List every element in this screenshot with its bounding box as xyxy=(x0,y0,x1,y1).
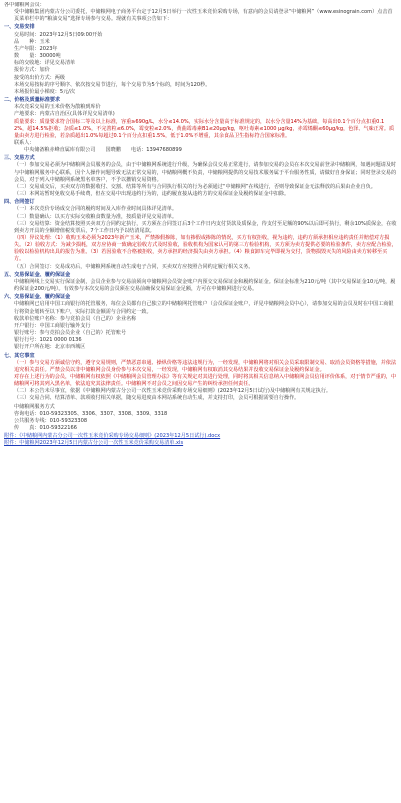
other-item-3: （二）本公告未尽事宜，依据《中储粮网内蒙古分公司一次性玉米竞价采购专场交易细则》(2023年12月5日试行)及中储粮网有关规定执行。 xyxy=(14,388,332,395)
intro-paragraph: 受中储粮集团内蒙古分公司委托，中储粮网电子商务平台定于12月5日举行一次性玉米竞价采购专场，有意向的会员请登录“中储粮网”（www.esinograin.com）点击首页菜单栏中的“粮油交易”选择专场参与交易。现就有关事项公告如下： xyxy=(14,9,393,23)
payee-name: 收款单位账户名称：参与竞拍会员（自己的）企业名称 xyxy=(14,315,137,322)
bid-method: 报价方式：加价 xyxy=(14,67,50,74)
section-3-title: 三、交易方式 xyxy=(4,155,35,162)
bank-account: 银行账号：参与竞拍会员企业（自己的）托管账号 xyxy=(14,330,127,337)
quality-requirement: 质量要求：质量要求符合国标二等及以上标准，容重≥690g/L，水分≤14.0%，实际水分含量高于标准规定的，以水分含量14%为基础，每高出0.1个百分点扣重0.12%，超14.5%拒收；杂质≤1.0%，不完善粒≤6.0%，霉变粒≤2.0%，黄曲霉毒素B1≤20μg/kg，呕吐毒素≤1000 μg/kg，赤霉烯酮≤60μg/kg，色泽、气味正常。质量由卖方进行检验，若杂质超出1.0%每超过0.1个百分点扣重1.5%，低于1.0%不增重，其余食品卫生指标符合国家标准。 xyxy=(14,118,395,139)
bank-name: 开户银行：中国工商银行输外支行 xyxy=(14,322,91,329)
attachment-link-list[interactable]: 附件：中储粮网2023年12月5日内蒙古分公司一次性玉米竞价采购交易清单.xls xyxy=(4,440,184,447)
contract-item-1: （一）本次竞价专场成交合同的履约时间及入库作业时间具体详见清单。 xyxy=(14,206,178,213)
other-item-1: （一）参与交易方须诚信守约，遵守交易规则，严禁恶意串通、操纵价格等违法违规行为，一经发现，中储粮网将对相关会员采取限制交易、取消会员资格等措施，并依法追究相关责任。严禁会员以非中储粮网会员身份参与本次交易，一经发现，中储粮网有权取消其交易结果并没收交易保证金及履约保证金。 xyxy=(14,359,397,373)
contact-label: 联系人： xyxy=(14,139,35,146)
origin-requirement: 产地要求：内蒙古自治区(具体详见交易清单) xyxy=(14,111,115,118)
contract-item-4: （四）异议处理：（1）收购玉米必须为2023年新产玉米，严禁掺假掺陈，如有掺假或掺陈的情况，买方有权拒收，视为违约，违约方须承担相应违约责任并赔偿对方损失。（2）验收方式：为减少损耗，双方应协商一致确定验收方式及时验收，验收机构为国家认可的第三方检验机构，买方须为卖方提供必要的检验条件，卖方应配合检验，验收以检验机构出具的报告为准。（3）若因验收不合格被拒收，卖方承担的经济损失由卖方承担。（4）粮食卸车完毕即视为交付，货物损毁灭失的风险由卖方转移至买方。 xyxy=(14,235,397,263)
contract-item-3: （三）交易结算：资金结算按照买卖双方合同约定执行，买方须在合同签订后3个工作日内支付货款及质保金，待支付至足额的90%以后即可执行，剩余10%质保金，在收到卖方开具的全额增值税发票后，7个工作日内予以结清尾款。 xyxy=(14,220,397,234)
bank-location: 银行开户所在地：北京市西城区 xyxy=(14,344,86,351)
section-7-title: 七、其它事宜 xyxy=(4,352,35,359)
trade-rule-1: （一）参加交易必须为中储粮网会员服务的会员，由于中储粮网系统进行升级，为确保会员交易正常进行，请参加交易的会员在本次交易前登录中储粮网，如遇问题请及时与中储粮网服务中心联系，因个人操作问题导致无法正常交易的，中储粮网概不负责，中储粮网提供的交易技术服务属于平台服务性质，请做好自身保证；同时登录交易的会员，对于列入中储粮网系统黑名单客户，不予以撤销交易资格。 xyxy=(14,162,397,183)
greeting: 各中储粮网会员： xyxy=(4,2,45,8)
contact-info: 中央储备粮赤峰直属库有限公司 国晓鹏 电话：13947680899 xyxy=(24,147,182,154)
service-org: 中储粮网服务方式 xyxy=(14,403,55,410)
trade-time: 交易时间：2023年12月5日09:00开始 xyxy=(14,31,103,38)
quantity: 数 量：30000吨 xyxy=(14,53,61,60)
section-5-title: 五、交易保证金、履约保证金 xyxy=(4,271,71,278)
service-hotline: 公共服务专线：010-59323308 xyxy=(14,417,88,424)
bid-levels: 接受的出价方式：两级 xyxy=(14,74,65,81)
other-item-4: （三）交易合同、结算清单、款项收付相关单据，随交易进度由本网站系统自动生成，并支持打印，会员可根据需要自行操作。 xyxy=(14,395,300,402)
trade-rule-2: （二）交易成交后，买卖双方的数据收付、交割、结算等所有与合同执行相关的行为必须通过“中储粮网”在线进行，否则导致保证金无法释放的后果由企业自负。 xyxy=(14,183,376,190)
bank-code: 银行行号：1021 0000 0136 xyxy=(14,337,82,344)
contract-item-2: （二）数量确认：以买方实际交收粮食数量为准，按质量详见交易清单。 xyxy=(14,213,178,220)
consult-phone: 咨询电话：010-59323305、3306、3307、3308、3309、3318 xyxy=(14,410,168,417)
attachment-link-rules[interactable]: 附件：《中储粮网内蒙古分公司一次性玉米竞价采购专场交易细则》(2023年12月5日试行).docx xyxy=(4,433,221,440)
delivery-place: 标的交收地：详见交易清单 xyxy=(14,60,76,67)
section-6-title: 六、交易保证金、履约保证金 xyxy=(4,294,71,301)
fax-number: 传 真：010-59322166 xyxy=(14,425,77,432)
section-1-title: 一、交易安排 xyxy=(4,24,35,31)
section-2-title: 二、价格及质量标准要求 xyxy=(4,97,61,104)
production-year: 生产年限：2023年 xyxy=(14,45,58,52)
trade-rule-3: （三）本网站暂时免收交易手续费，但在交易中出现违约行为的，违约履直接从违约方的交易保证金及履约保证金中扣除。 xyxy=(14,191,290,198)
deposit-rules: 中储粮网线上交易实行保证金制，会员企业参与交易前须向中储粮网会员资金账户内预交交易保证金和履约保证金。保证金标准为210元/吨（其中交易保证金10元/吨，履约保证金200元/吨）。有效参与本次交易的会员须在交易前确保交易保证金足额，方可在中储粮网进行交易。 xyxy=(14,278,396,293)
min-increment: 本场报价最小梯度：5元/次 xyxy=(14,88,75,95)
price-basis: 本次竞采交易的玉米价格为散粮到库价 xyxy=(14,104,101,111)
announcement-page xyxy=(4,2,397,799)
section-4-title: 四、合同签订 xyxy=(4,199,35,206)
other-item-2: 对存在上述行为的会员，中储粮网有权依照《中储粮网会员管理办法》等有关规定对其进行处理，同时将其相关信息纳入中储粮网会员信用评价体系，对于情节严重的，中储粮网可将其列入黑名单，依法追究其法律责任。中储粮网不对会员之间因交易产生的纠纷承担任何责任。 xyxy=(14,373,397,388)
contract-item-5: （五）合同签订：交易成功后，中储粮网系统自动生成电子合同，买卖双方应按照合同约定履行相关义务。 xyxy=(14,263,254,270)
custody-info: 中储粮网已启用中国工商银行的托管服务，每位会员都有自己独立的中储粮网托管账户（会员保证金账户，详见中储粮网会员中心），请参加交易的会员及时在中国工商银行将资金划转至以下账户，实际打款金额需与合同约定一致。 xyxy=(14,301,394,315)
session-rules: 本场交易按标的序号顺序、依次按交易节进行，每个交易节为5个标的，时间为120秒。 xyxy=(14,81,211,88)
variety: 品 种：玉米 xyxy=(14,38,50,45)
